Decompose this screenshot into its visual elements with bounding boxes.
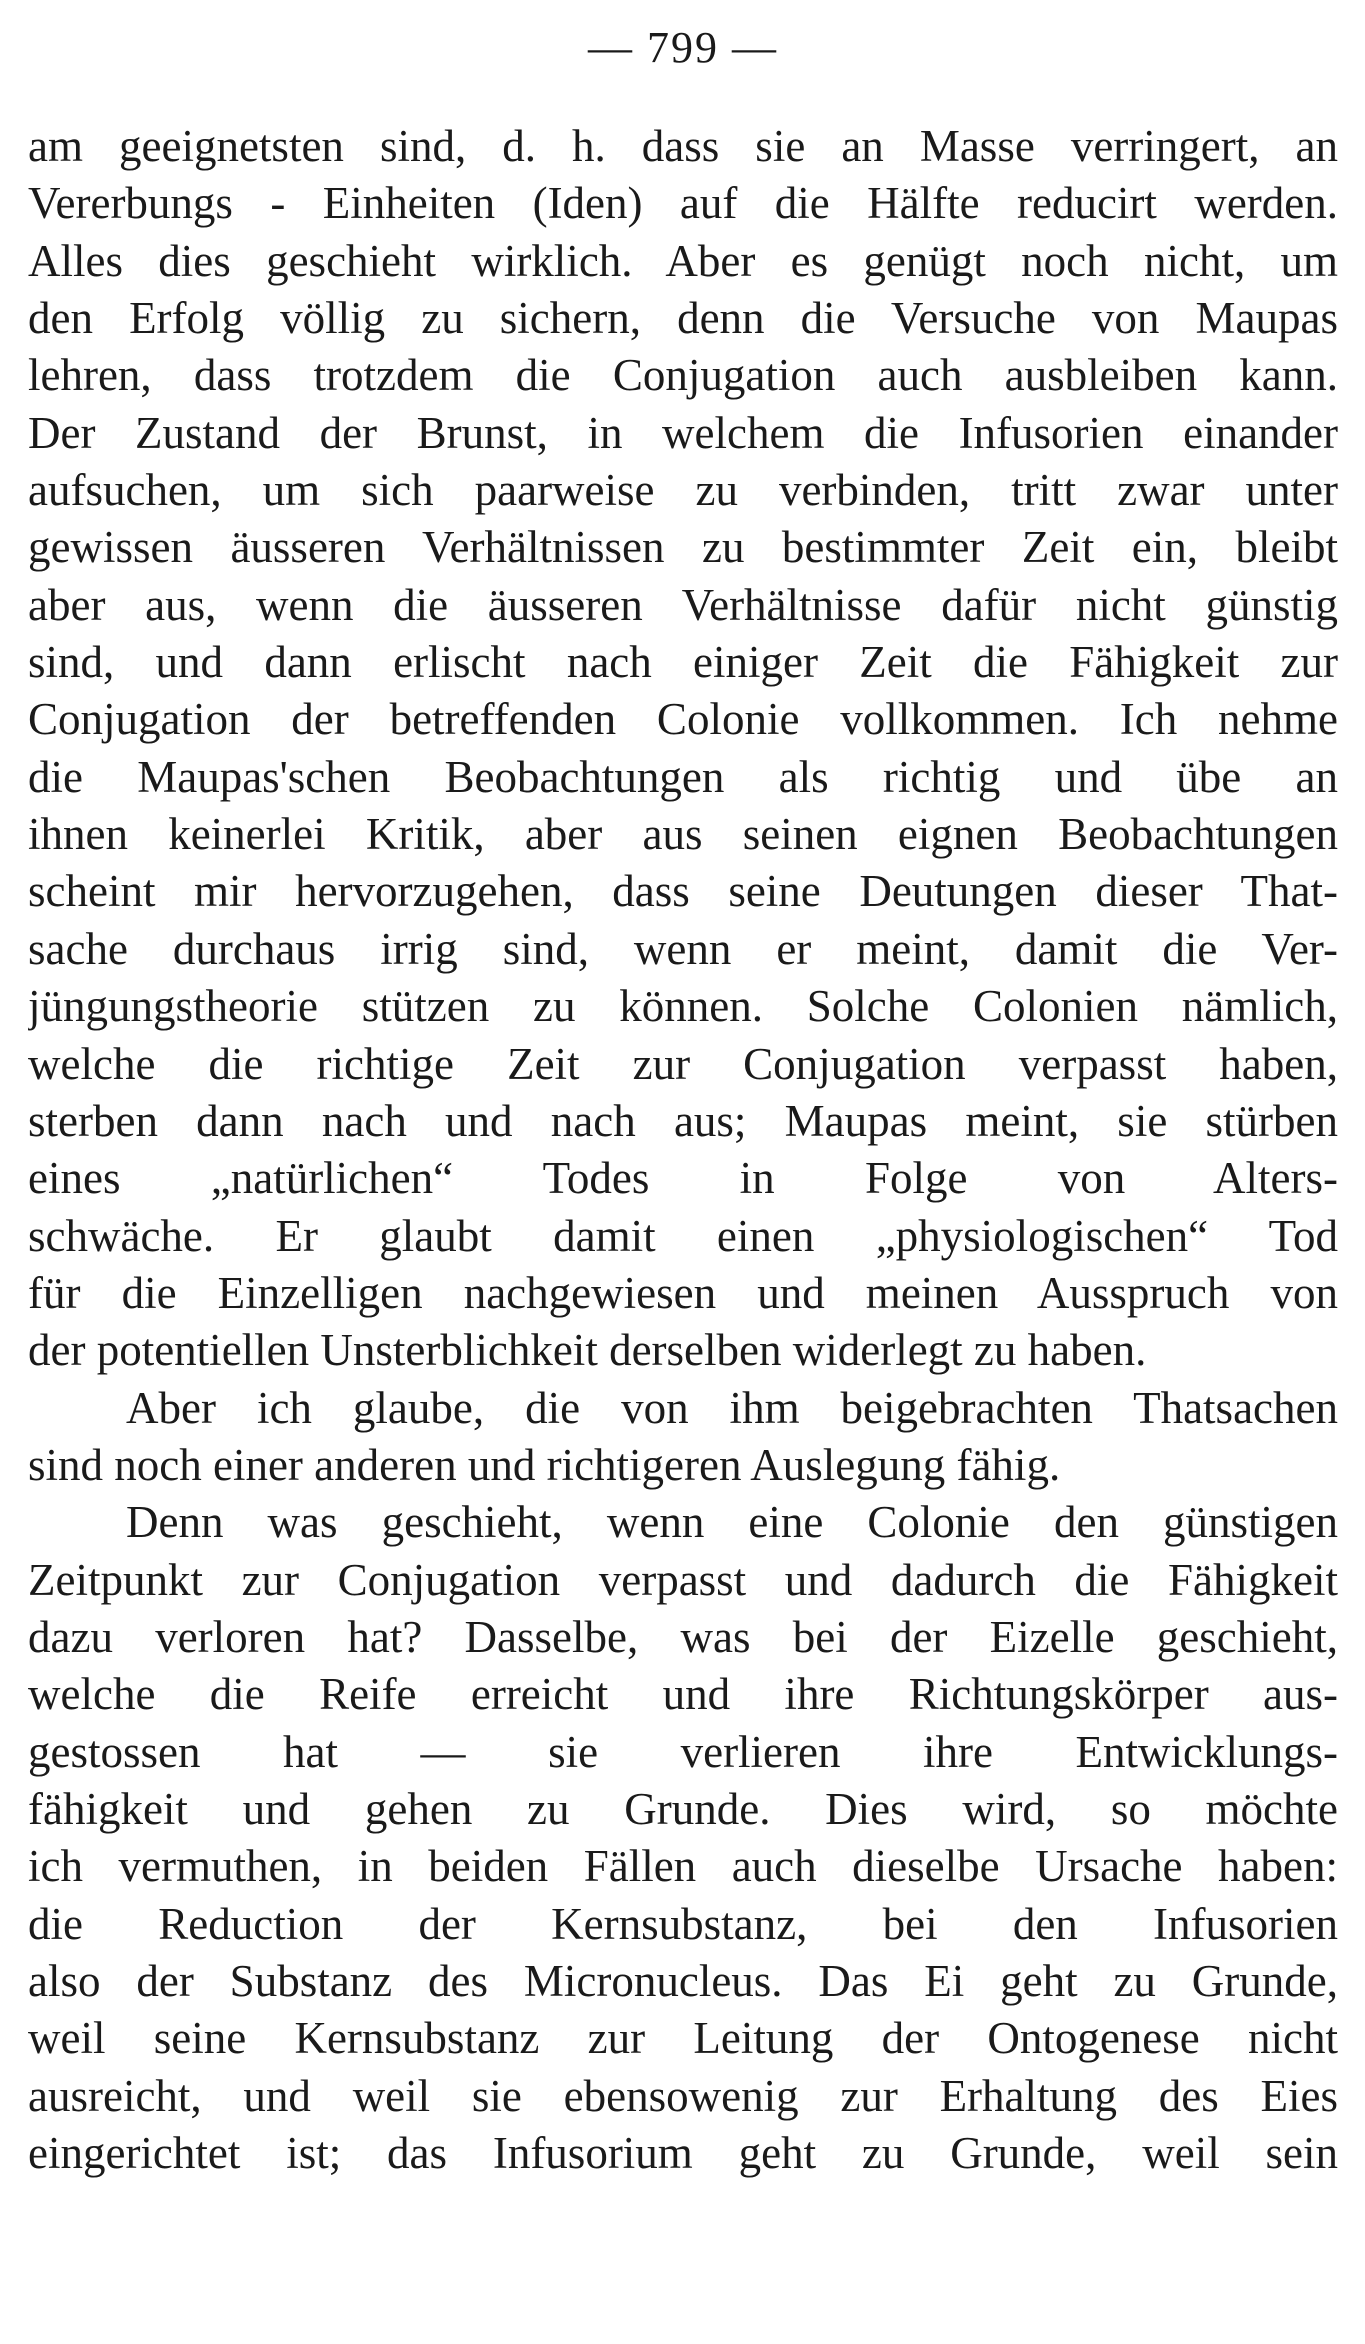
text-line: sache durchaus irrig sind, wenn er meint, damit die Ver- <box>28 923 1338 974</box>
text-line: eines „natürlichen“ Todes in Folge von Alters- <box>28 1153 1338 1204</box>
text-line: jüngungstheorie stützen zu können. Solche Colonien nämlich, <box>28 981 1338 1032</box>
text-line: aber aus, wenn die äusseren Verhältnisse dafür nicht günstig <box>28 579 1338 630</box>
text-line: Vererbungs - Einheiten (Iden) auf die Hälfte reducirt werden. <box>28 178 1338 229</box>
text-line: Zeitpunkt zur Conjugation verpasst und dadurch die Fähigkeit <box>28 1554 1338 1605</box>
text-line: welche die Reife erreicht und ihre Richtungskörper aus- <box>28 1669 1338 1720</box>
text-line: den Erfolg völlig zu sichern, denn die Versuche von Maupas <box>28 293 1338 344</box>
text-line: fähigkeit und gehen zu Grunde. Dies wird, so möchte <box>28 1783 1338 1834</box>
text-line: für die Einzelligen nachgewiesen und meinen Ausspruch von <box>28 1267 1338 1318</box>
text-line: der potentiellen Unsterblichkeit derselben widerlegt zu haben. <box>28 1325 1147 1376</box>
page-number: — 799 — <box>588 23 778 72</box>
text-line: Alles dies geschieht wirklich. Aber es genügt noch nicht, um <box>28 235 1338 286</box>
text-line: Conjugation der betreffenden Colonie vollkommen. Ich nehme <box>28 694 1338 745</box>
text-line: schwäche. Er glaubt damit einen „physiologischen“ Tod <box>28 1210 1338 1261</box>
text-line: ihnen keinerlei Kritik, aber aus seinen eignen Beobachtungen <box>28 809 1338 860</box>
text-line: am geeignetsten sind, d. h. dass sie an Masse verringert, an <box>28 121 1338 171</box>
body-text <box>28 118 1338 2182</box>
text-line: lehren, dass trotzdem die Conjugation auch ausbleiben kann. <box>28 350 1338 401</box>
text-line: eingerichtet ist; das Infusorium geht zu Grunde, weil sein <box>28 2128 1338 2179</box>
text-line: Der Zustand der Brunst, in welchem die Infusorien einander <box>28 407 1338 458</box>
text-line: also der Substanz des Micronucleus. Das Ei geht zu Grunde, <box>28 1956 1338 2006</box>
text-line: die Reduction der Kernsubstanz, bei den Infusorien <box>28 1898 1338 1949</box>
text-line: weil seine Kernsubstanz zur Leitung der Ontogenese nicht <box>28 2013 1338 2064</box>
text-line: Aber ich glaube, die von ihm beigebrachten Thatsachen <box>126 1382 1338 1433</box>
text-line: die Maupas'schen Beobachtungen als richtig und übe an <box>28 751 1338 802</box>
text-line: Denn was geschieht, wenn eine Colonie den günstigen <box>126 1497 1338 1548</box>
text-line: sind, und dann erlischt nach einiger Zeit die Fähigkeit zur <box>28 637 1338 688</box>
text-line: gestossen hat — sie verlieren ihre Entwicklungs- <box>28 1726 1338 1777</box>
text-line: welche die richtige Zeit zur Conjugation verpasst haben, <box>28 1038 1338 1089</box>
text-line: scheint mir hervorzugehen, dass seine Deutungen dieser That- <box>28 866 1338 917</box>
text-line: sind noch einer anderen und richtigeren Auslegung fähig. <box>28 1439 1061 1490</box>
text-line: dazu verloren hat? Dasselbe, was bei der Eizelle geschieht, <box>28 1611 1338 1662</box>
text-line: aufsuchen, um sich paarweise zu verbinden, tritt zwar unter <box>28 465 1338 516</box>
text-line: gewissen äusseren Verhältnissen zu bestimmter Zeit ein, bleibt <box>28 522 1338 573</box>
text-line: ich vermuthen, in beiden Fällen auch dieselbe Ursache haben: <box>28 1841 1338 1892</box>
text-line: ausreicht, und weil sie ebensowenig zur Erhaltung des Eies <box>28 2070 1338 2121</box>
text-line: sterben dann nach und nach aus; Maupas meint, sie stürben <box>28 1095 1338 1146</box>
